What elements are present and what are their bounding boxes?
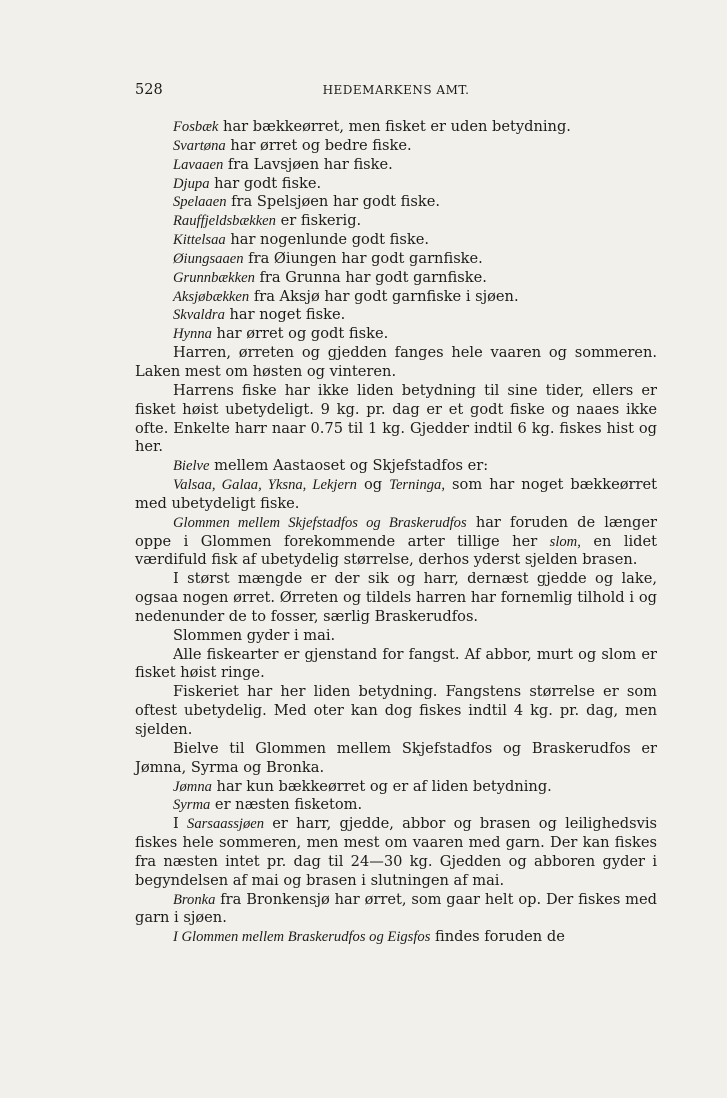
paragraph-text: Alle fiskearter er gjenstand for fangst. Af abbor, murt og slom er fisket høist ringe.	[135, 645, 657, 682]
paragraph	[135, 683, 657, 740]
paragraph-text: har ørret og godt fiske.	[211, 325, 389, 343]
paragraph	[135, 231, 657, 250]
paragraph-text: har ørret og bedre fiske.	[225, 136, 412, 154]
paragraph	[135, 250, 657, 269]
paragraph-text: Slommen gyder i mai.	[173, 626, 336, 644]
paragraph-text: og	[356, 476, 390, 494]
paragraph	[135, 627, 657, 646]
paragraph	[135, 514, 657, 571]
paragraph-text: Fiskeriet har her liden betydning. Fangstens størrelse er som oftest ubetydelig. Med oter kan dog fiskes indtil 4 kg. pr. dag, men sjelden.	[135, 683, 657, 738]
lead-term: Lavaaen	[173, 156, 224, 173]
lead-term: Fosbæk	[173, 119, 219, 135]
paragraph-text: har foruden de længer oppe i Glommen forekommende arter tillige her	[135, 513, 657, 550]
paragraph	[135, 212, 657, 231]
paragraph	[135, 344, 657, 382]
paragraph-text: mellem Aastaoset og Skjefstadfos er:	[209, 457, 489, 475]
lead-term: Djupa	[173, 175, 210, 192]
lead-term: Glommen mellem Skjefstadfos og Braskerudfos	[173, 514, 467, 531]
lead-term: Rauffjeldsbækken	[173, 213, 276, 230]
paragraph-text: fra Bronkensjø har ørret, som gaar helt op. Der fiskes med garn i sjøen.	[135, 890, 657, 927]
page-header	[135, 82, 657, 102]
lead-term: slom,	[549, 533, 581, 550]
paragraph-text: har kun bækkeørret og er af liden betydning.	[211, 777, 552, 795]
lead-term: Hynna	[173, 326, 212, 343]
paragraph-text: fra Øiungen har godt garnfiske.	[243, 249, 483, 267]
paragraph-text: som har noget bækkeørret med ubetydeligt fiske.	[135, 476, 657, 512]
lead-term: Jømna	[173, 778, 212, 795]
lead-term: Kittelsaa	[173, 232, 226, 249]
lead-term: Syrma	[173, 797, 211, 814]
paragraph	[135, 325, 657, 344]
lead-term: Grunnbækken	[173, 269, 255, 286]
paragraph-text: Harren, ørreten og gjedden fanges hele vaaren og sommeren. Laken mest om høsten og vinteren.	[135, 344, 657, 380]
paragraph	[135, 175, 657, 194]
lead-term: Svartøna	[173, 137, 226, 154]
running-title: HEDEMARKENS AMT.	[322, 83, 470, 97]
paragraph	[135, 382, 657, 457]
lead-term: Aksjøbækken	[173, 288, 250, 305]
page-number: 528	[135, 82, 163, 98]
lead-term: Øiungsaaen	[173, 250, 244, 267]
paragraph-text: fra Spelsjøen har godt fiske.	[226, 193, 441, 211]
body-text	[135, 118, 657, 947]
paragraph	[135, 306, 657, 325]
lead-term: Terninga,	[389, 477, 445, 494]
paragraph	[135, 156, 657, 175]
paragraph	[135, 928, 657, 947]
paragraph-text: I størst mængde er der sik og harr, dernæst gjedde og lake, ogsaa nogen ørret. Ørreten og tildels harren har fornemlig tilhold i og nedenunder de to fosser, særlig Braskerudfos.	[135, 570, 657, 625]
paragraph-text: har noget fiske.	[224, 306, 346, 324]
paragraph	[135, 646, 657, 684]
paragraph-text: fra Grunna har godt garnfiske.	[254, 268, 487, 286]
lead-term: Skvaldra	[173, 307, 225, 324]
paragraph-prefix: I	[173, 815, 188, 833]
paragraph-text: er fiskerig.	[275, 212, 362, 230]
paragraph-text: fra Aksjø har godt garnfiske i sjøen.	[249, 287, 519, 305]
paragraph-text: Harrens fiske har ikke liden betydning til sine tider, ellers er fisket høist ubetydeligt. 9 kg. pr. dag er et godt fiske og naaes ikke ofte. Enkelte harr naar 0.75 til 1 kg. Gjedder indtil 6 kg. fiskes hist og her.	[135, 381, 657, 456]
paragraph-text: fra Lavsjøen har fiske.	[223, 155, 393, 173]
lead-term: Bielve	[173, 458, 210, 475]
paragraph-text: er næsten fisketom.	[210, 796, 363, 814]
paragraph	[135, 118, 657, 137]
paragraph-text: Bielve til Glommen mellem Skjefstadfos og Braskerudfos er Jømna, Syrma og Bronka.	[135, 739, 657, 776]
paragraph-text: er harr, gjedde, abbor og brasen og leilighedsvis fiskes hele sommeren, men mest om vaaren med garn. Der kan fiskes fra næsten intet pr. dag til 24—30 kg. Gjedden og abboren gyder i begyndelsen af mai og brasen i slutningen af mai.	[135, 815, 658, 889]
paragraph	[135, 570, 657, 627]
paragraph	[135, 288, 657, 307]
lead-term: Valsaa, Galaa, Yksna, Lekjern	[173, 477, 357, 494]
lead-term: Sarsaassjøen	[187, 816, 265, 833]
paragraph	[135, 269, 657, 288]
lead-term: I Glommen mellem Braskerudfos og Eigsfos	[173, 929, 431, 946]
paragraph	[135, 778, 657, 797]
paragraph	[135, 457, 657, 476]
lead-term: Bronka	[173, 891, 216, 908]
paragraph-text: har bækkeørret, men fisket er uden betydning.	[218, 118, 571, 135]
paragraph-text: har nogenlunde godt fiske.	[225, 231, 430, 249]
paragraph	[135, 137, 657, 156]
lead-term: Spelaaen	[173, 194, 227, 211]
paragraph	[135, 476, 657, 514]
paragraph	[135, 891, 657, 929]
paragraph-text: findes foruden de	[430, 928, 565, 946]
paragraph	[135, 796, 657, 815]
paragraph-text: en lidet værdifuld fisk af ubetydelig størrelse, derhos yderst sjelden brasen.	[135, 532, 657, 569]
paragraph	[135, 740, 657, 778]
paragraph-text: har godt fiske.	[209, 174, 322, 192]
paragraph	[135, 815, 657, 890]
paragraph	[135, 193, 657, 212]
